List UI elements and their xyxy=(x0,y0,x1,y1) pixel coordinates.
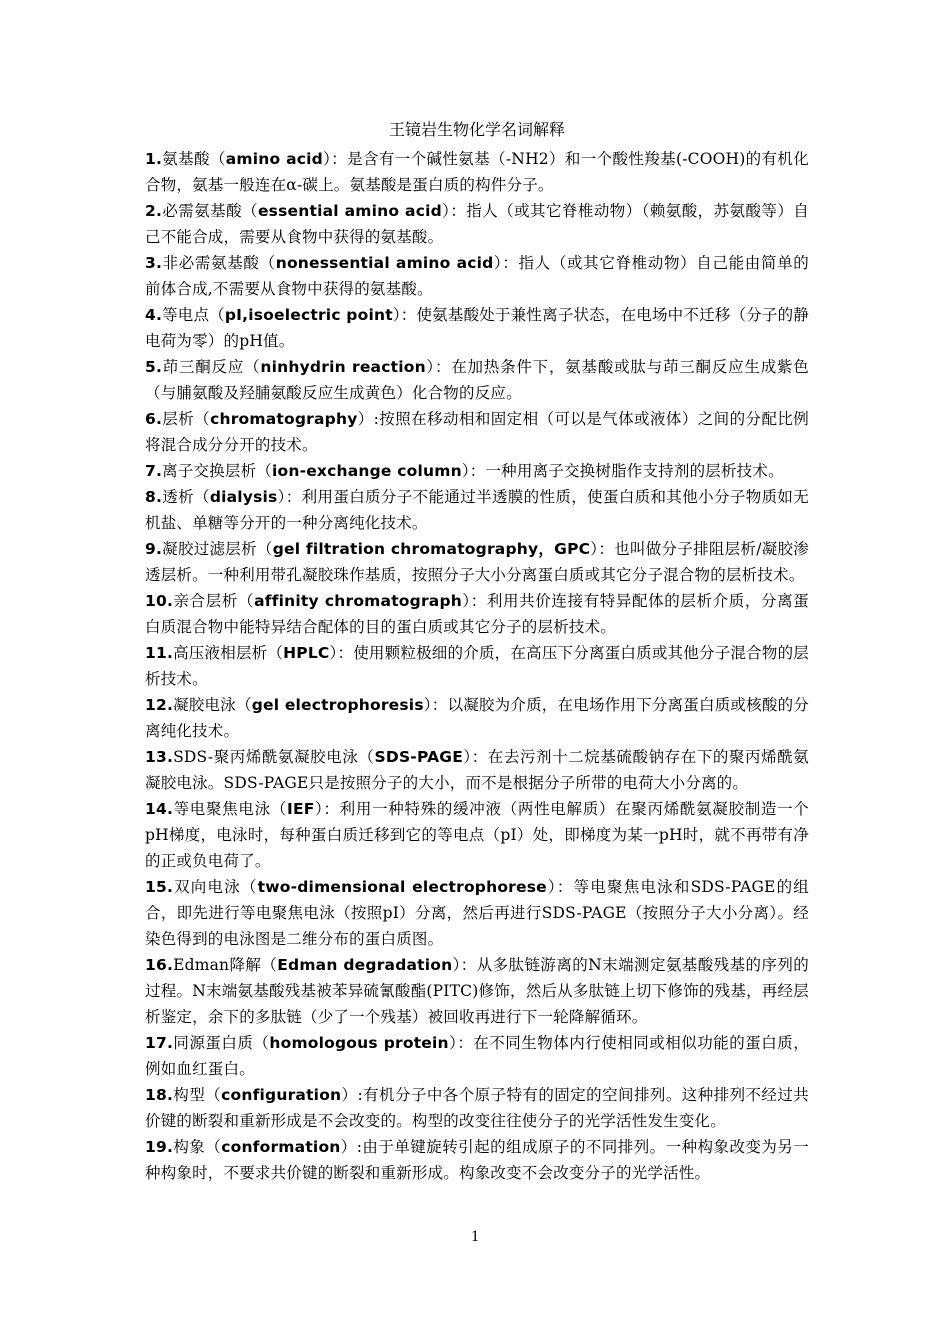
entry-number: 1. xyxy=(145,150,163,168)
entry-english-term: IEF xyxy=(286,800,315,818)
entry-definition: ）:按照在移动相和固定相（可以是气体或液体）之间的分配比例将混合成分分开的技术。 xyxy=(145,410,809,454)
entry-english-term: ion-exchange column xyxy=(271,462,462,480)
entry-english-term: configuration xyxy=(221,1086,342,1104)
document-page xyxy=(145,118,809,1186)
entry-term: 离子交换层析（ xyxy=(162,462,272,480)
document-title: 王镜岩生物化学名词解释 xyxy=(388,120,565,139)
entry-number: 2. xyxy=(145,202,163,220)
entry-definition: ）:有机分子中各个原子特有的固定的空间排列。这种排列不经过共价键的断裂和重新形成是不会改变的。构型的改变往往使分子的光学活性发生变化。 xyxy=(145,1086,809,1130)
glossary-entry xyxy=(145,354,809,406)
entry-number: 9. xyxy=(145,540,163,558)
entry-english-term: nonessential amino acid xyxy=(275,254,494,272)
glossary-entry xyxy=(145,302,809,354)
entry-definition: ）：使氨基酸处于兼性离子状态，在电场中不迁移（分子的静电荷为零）的pH值。 xyxy=(145,306,809,350)
entry-number: 4. xyxy=(145,306,163,324)
entry-definition: ）：指人（或其它脊椎动物）（赖氨酸，苏氨酸等）自己不能合成，需要从食物中获得的氨基酸。 xyxy=(145,202,809,246)
entry-term: 构型（ xyxy=(173,1086,222,1104)
entry-english-term: homologous protein xyxy=(269,1034,449,1052)
entry-number: 10. xyxy=(145,592,174,610)
entry-term: 等电点（ xyxy=(162,306,225,324)
entry-english-term: pI,isoelectric point xyxy=(224,306,393,324)
entry-definition: ）：利用蛋白质分子不能通过半透膜的性质，使蛋白质和其他小分子物质如无机盐、单糖等分开的一种分离纯化技术。 xyxy=(145,488,809,532)
entry-english-term: amino acid xyxy=(225,150,323,168)
entry-english-term: two-dimensional electrophorese xyxy=(257,878,547,896)
entry-term: 必需氨基酸（ xyxy=(162,202,258,220)
entry-english-term: chromatography xyxy=(210,410,358,428)
entry-definition: ）:由于单键旋转引起的组成原子的不同排列。一种构象改变为另一种构象时，不要求共价键的断裂和重新形成。构象改变不会改变分子的光学活性。 xyxy=(145,1138,809,1182)
glossary-entry xyxy=(145,536,809,588)
glossary-list xyxy=(145,146,809,1186)
entry-number: 3. xyxy=(145,254,163,272)
entry-term: 非必需氨基酸（ xyxy=(162,254,276,272)
entry-english-term: SDS-PAGE xyxy=(374,748,463,766)
glossary-entry xyxy=(145,588,809,640)
entry-term: 茚三酮反应（ xyxy=(162,358,261,376)
glossary-entry xyxy=(145,1082,809,1134)
entry-number: 6. xyxy=(145,410,163,428)
entry-definition: ）：利用一种特殊的缓冲液（两性电解质）在聚丙烯酰氨凝胶制造一个pH梯度，电泳时，每种蛋白质迁移到它的等电点（pI）处，即梯度为某一pH时，就不再带有净的正或负电荷了。 xyxy=(145,800,810,870)
entry-definition: ）：在加热条件下，氨基酸或肽与茚三酮反应生成紫色（与脯氨酸及羟脯氨酸反应生成黄色）化合物的反应。 xyxy=(145,358,809,402)
entry-number: 8. xyxy=(145,488,163,506)
entry-english-term: gel electrophoresis xyxy=(251,696,424,714)
entry-definition: ）：以凝胶为介质，在电场作用下分离蛋白质或核酸的分离纯化技术。 xyxy=(145,696,809,740)
glossary-entry xyxy=(145,484,809,536)
entry-term: Edman降解（ xyxy=(173,956,278,974)
entry-number: 13. xyxy=(145,748,174,766)
glossary-entry xyxy=(145,250,809,302)
entry-term: 凝胶过滤层析（ xyxy=(162,540,273,558)
entry-number: 16. xyxy=(145,956,174,974)
entry-english-term: essential amino acid xyxy=(257,202,442,220)
glossary-entry xyxy=(145,692,809,744)
entry-term: 双向电泳（ xyxy=(173,878,258,896)
entry-definition: ）：指人（或其它脊椎动物）自己能由简单的前体合成,不需要从食物中获得的氨基酸。 xyxy=(145,254,810,298)
entry-definition: ）：在去污剂十二烷基硫酸钠存在下的聚丙烯酰氨凝胶电泳。SDS-PAGE只是按照分子的大小，而不是根据分子所带的电荷大小分离的。 xyxy=(145,748,809,792)
entry-definition: ）：也叫做分子排阻层析/凝胶渗透层析。一种利用带孔凝胶珠作基质，按照分子大小分离蛋白质或其它分子混合物的层析技术。 xyxy=(145,540,809,584)
glossary-entry xyxy=(145,796,809,874)
entry-number: 14. xyxy=(145,800,174,818)
entry-number: 19. xyxy=(145,1138,174,1156)
entry-english-term: affinity chromatograph xyxy=(254,592,462,610)
entry-english-term: dialysis xyxy=(209,488,278,506)
glossary-entry xyxy=(145,198,809,250)
entry-english-term: gel filtration chromatography，GPC xyxy=(272,540,591,558)
entry-definition: ）：是含有一个碱性氨基（-NH2）和一个酸性羧基(-COOH)的有机化合物，氨基一般连在α-碳上。氨基酸是蛋白质的构件分子。 xyxy=(145,150,809,194)
entry-number: 17. xyxy=(145,1034,174,1052)
entry-term: 层析（ xyxy=(162,410,211,428)
entry-number: 12. xyxy=(145,696,174,714)
glossary-entry xyxy=(145,952,809,1030)
entry-term: SDS-聚丙烯酰氨凝胶电泳（ xyxy=(173,748,375,766)
entry-number: 11. xyxy=(145,644,174,662)
glossary-entry xyxy=(145,1134,809,1186)
glossary-entry xyxy=(145,1030,809,1082)
entry-number: 7. xyxy=(145,462,163,480)
glossary-entry xyxy=(145,744,809,796)
glossary-entry xyxy=(145,640,809,692)
entry-definition: ）：利用共价连接有特异配体的层析介质，分离蛋白质混合物中能特异结合配体的目的蛋白质或其它分子的层析技术。 xyxy=(145,592,809,636)
glossary-entry xyxy=(145,406,809,458)
entry-definition: ）：从多肽链游离的N末端测定氨基酸残基的序列的过程。N末端氨基酸残基被苯异硫氰酸酯(PITC)修饰，然后从多肽链上切下修饰的残基，再经层析鉴定，余下的多肽链（少了一个残基）被回收再进行下一轮降解循环。 xyxy=(145,956,809,1026)
entry-english-term: HPLC xyxy=(283,644,330,662)
entry-definition: ）：等电聚焦电泳和SDS-PAGE的组合，即先进行等电聚焦电泳（按照pI）分离，然后再进行SDS-PAGE（按照分子大小分离）。经染色得到的电泳图是二维分布的蛋白质图。 xyxy=(145,878,809,948)
entry-term: 高压液相层析（ xyxy=(173,644,284,662)
entry-definition: ）：使用颗粒极细的介质，在高压下分离蛋白质或其他分子混合物的层析技术。 xyxy=(145,644,809,688)
glossary-entry xyxy=(145,146,809,198)
entry-term: 同源蛋白质（ xyxy=(173,1034,270,1052)
entry-number: 15. xyxy=(145,878,174,896)
glossary-entry xyxy=(145,874,809,952)
entry-english-term: Edman degradation xyxy=(277,956,453,974)
entry-number: 5. xyxy=(145,358,163,376)
entry-term: 亲合层析（ xyxy=(173,592,255,610)
entry-english-term: conformation xyxy=(221,1138,341,1156)
entry-term: 构象（ xyxy=(173,1138,222,1156)
entry-english-term: ninhydrin reaction xyxy=(260,358,426,376)
entry-term: 等电聚焦电泳（ xyxy=(173,800,287,818)
entry-term: 透析（ xyxy=(162,488,210,506)
entry-number: 18. xyxy=(145,1086,174,1104)
glossary-entry xyxy=(145,458,809,484)
page-number: 1 xyxy=(471,1228,479,1245)
entry-term: 凝胶电泳（ xyxy=(173,696,252,714)
entry-term: 氨基酸（ xyxy=(162,150,226,168)
entry-definition: ）：在不同生物体内行使相同或相似功能的蛋白质，例如血红蛋白。 xyxy=(145,1034,809,1078)
entry-definition: ）：一种用离子交换树脂作支持剂的层析技术。 xyxy=(461,462,784,480)
